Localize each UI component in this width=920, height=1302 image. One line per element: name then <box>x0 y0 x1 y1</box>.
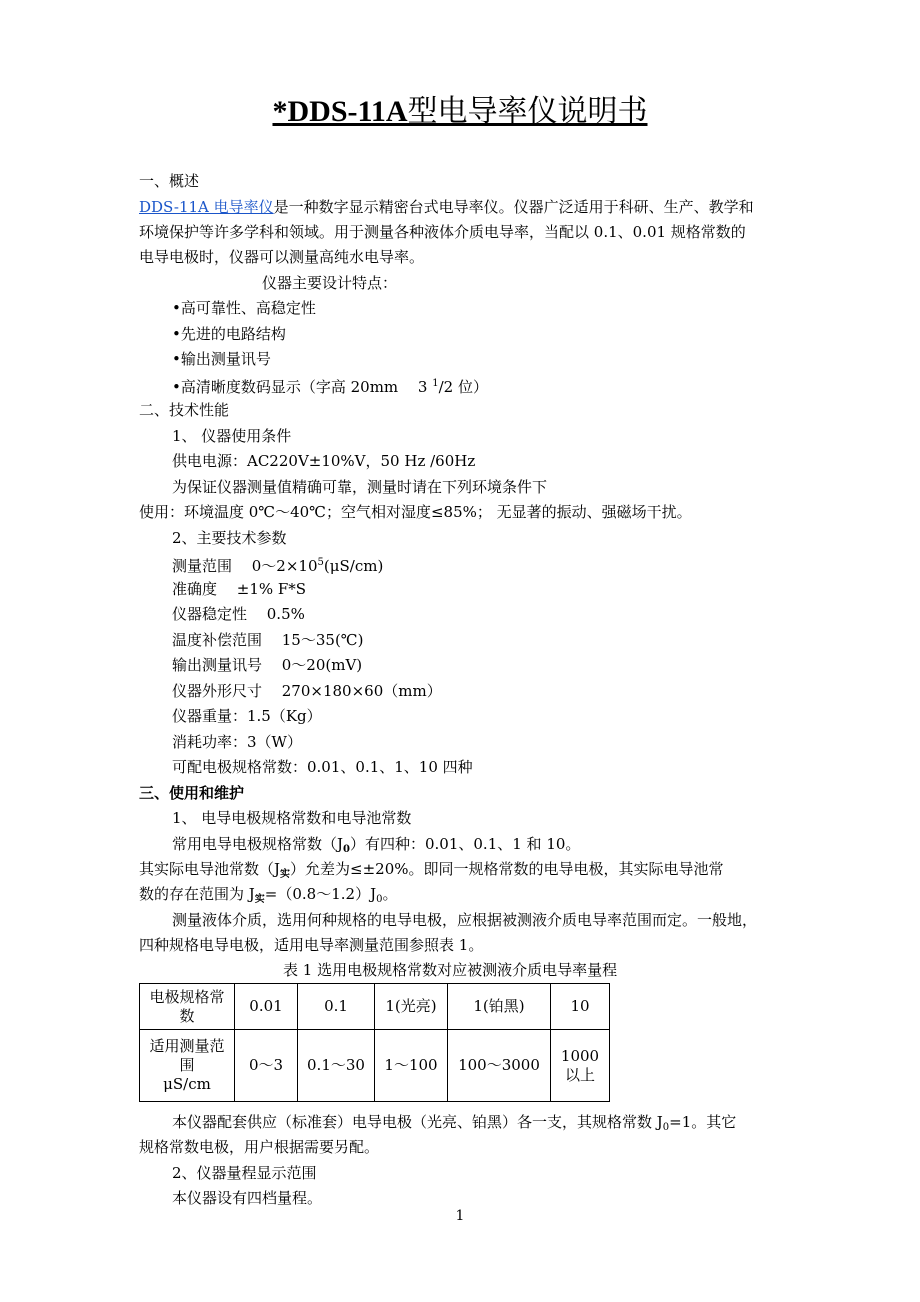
param-item: 消耗功率：3（W） <box>172 733 302 751</box>
table-cell: 0.1 <box>298 984 375 1030</box>
table-cell: 1(光亮) <box>375 984 448 1030</box>
param-item: 输出测量讯号 0～20(mV) <box>172 656 363 674</box>
range-text: 测量范围 0～2×10 <box>172 557 318 575</box>
feature-text: •高清晰度数码显示（字高 20mm 3 <box>172 378 433 396</box>
paragraph-line <box>139 859 724 885</box>
paragraph-line: 本仪器设有四档量程。 <box>172 1189 323 1207</box>
section-heading-usage: 三、使用和维护 <box>139 784 245 802</box>
table-header-cell <box>140 984 235 1030</box>
intro-line-2: 环境保护等许多学科和领域。用于测量各种液体介质电导率，当配以 0.1、0.01 规格常数的 <box>139 223 746 241</box>
subscript: 0 <box>343 844 350 855</box>
cell-line: 适用测量范 <box>149 1037 225 1055</box>
env-line-2: 使用：环境温度 0℃～40℃；空气相对湿度≤85%； 无显著的振动、强磁场干扰。 <box>139 503 692 521</box>
range-unit: (μS/cm) <box>323 557 384 575</box>
table-header-cell <box>140 1030 235 1102</box>
env-line-1: 为保证仪器测量值精确可靠，测量时请在下列环境条件下 <box>172 478 548 496</box>
conditions-title: 1、 仪器使用条件 <box>172 427 292 445</box>
param-range <box>172 553 383 576</box>
text-run: =（0.8～1.2）J <box>264 885 377 903</box>
param-item: 准确度 ±1% F*S <box>172 580 307 598</box>
text-run: 其实际电导池常数（J <box>139 860 281 878</box>
title-model: *DDS-11A <box>272 95 408 128</box>
param-item: 可配电极规格常数：0.01、0.1、1、10 四种 <box>172 758 473 776</box>
table-row <box>140 1030 610 1102</box>
superscript: 1 <box>432 378 439 389</box>
table-caption: 表 1 选用电极规格常数对应被测液介质电导率量程 <box>283 961 618 979</box>
text-run: ）有四种：0.01、0.1、1 和 10。 <box>349 835 581 853</box>
feature-item: •输出测量讯号 <box>172 350 271 368</box>
text-run: =1。其它 <box>669 1113 737 1131</box>
cell-line: 电极规格常 <box>149 987 225 1006</box>
text-run: 常用电导电极规格常数（J <box>172 835 344 853</box>
paragraph-line: 规格常数电极，用户根据需要另配。 <box>139 1138 380 1156</box>
params-title: 2、主要技术参数 <box>172 529 287 547</box>
cell-line: 数 <box>179 1006 195 1025</box>
table-cell: 100～3000 <box>448 1030 551 1102</box>
intro-text: 是一种数字显示精密台式电导率仪。仪器广泛适用于科研、生产、教学和 <box>273 198 754 216</box>
table-cell: 1～100 <box>375 1030 448 1102</box>
paragraph-line <box>172 834 580 860</box>
table-cell: 0～3 <box>235 1030 298 1102</box>
electrode-range-table <box>139 983 610 1102</box>
param-item: 仪器稳定性 0.5% <box>172 605 305 623</box>
cell-line: 围 <box>179 1056 195 1074</box>
table-cell: 10 <box>551 984 610 1030</box>
intro-line-3: 电导电极时，仪器可以测量高纯水电导率。 <box>139 248 425 266</box>
section-heading-tech: 二、技术性能 <box>139 401 230 419</box>
subsection-title: 1、 电导电极规格常数和电导池常数 <box>172 809 412 827</box>
feature-item: •先进的电路结构 <box>172 325 286 343</box>
cell-line: μS/cm <box>163 1075 211 1093</box>
intro-line-1 <box>139 197 754 217</box>
title-text: 型电导率仪说明书 <box>407 94 648 129</box>
param-item: 仪器重量：1.5（Kg） <box>172 707 322 725</box>
subsection-title: 2、仪器量程显示范围 <box>172 1164 317 1182</box>
section-heading-overview: 一、概述 <box>139 172 200 190</box>
page-number: 1 <box>455 1208 465 1224</box>
text-run: 数的存在范围为 J <box>139 885 255 903</box>
paragraph-line <box>172 1112 736 1138</box>
table-cell: 1(铂黑) <box>448 984 551 1030</box>
subscript: 实 <box>280 869 291 880</box>
cell-line: 1000 <box>560 1046 600 1065</box>
power-supply: 供电电源：AC220V±10%V，50 Hz /60Hz <box>172 452 476 470</box>
paragraph-line <box>139 884 397 910</box>
subscript: 0 <box>376 894 383 905</box>
subscript: 0 <box>662 1122 670 1133</box>
paragraph-line: 四种规格电导电极，适用电导率测量范围参照表 1。 <box>139 936 484 954</box>
subscript: 实 <box>254 894 265 905</box>
superscript: 5 <box>317 557 324 568</box>
table-cell: 0.01 <box>235 984 298 1030</box>
param-item: 仪器外形尺寸 270×180×60（mm） <box>172 682 442 700</box>
text-run: 。 <box>382 885 398 903</box>
features-title: 仪器主要设计特点： <box>262 274 398 292</box>
feature-item: •高可靠性、高稳定性 <box>172 299 316 317</box>
feature-tail: /2 位） <box>438 378 488 396</box>
feature-item <box>172 374 488 397</box>
document-title <box>0 92 920 132</box>
table-cell: 0.1～30 <box>298 1030 375 1102</box>
paragraph-line: 测量液体介质，选用何种规格的电导电极，应根据被测液介质电导率范围而定。一般地， <box>172 911 758 929</box>
table-cell <box>551 1030 610 1102</box>
product-link[interactable]: DDS-11A 电导率仪 <box>139 198 274 216</box>
text-run: 本仪器配套供应（标准套）电导电极（光亮、铂黑）各一支，其规格常数 J <box>172 1113 663 1131</box>
table-row <box>140 984 610 1030</box>
text-run: ）允差为≤±20%。即同一规格常数的电导电极，其实际电导池常 <box>290 860 724 878</box>
cell-line: 以上 <box>564 1065 595 1084</box>
param-item: 温度补偿范围 15～35(℃) <box>172 631 364 649</box>
